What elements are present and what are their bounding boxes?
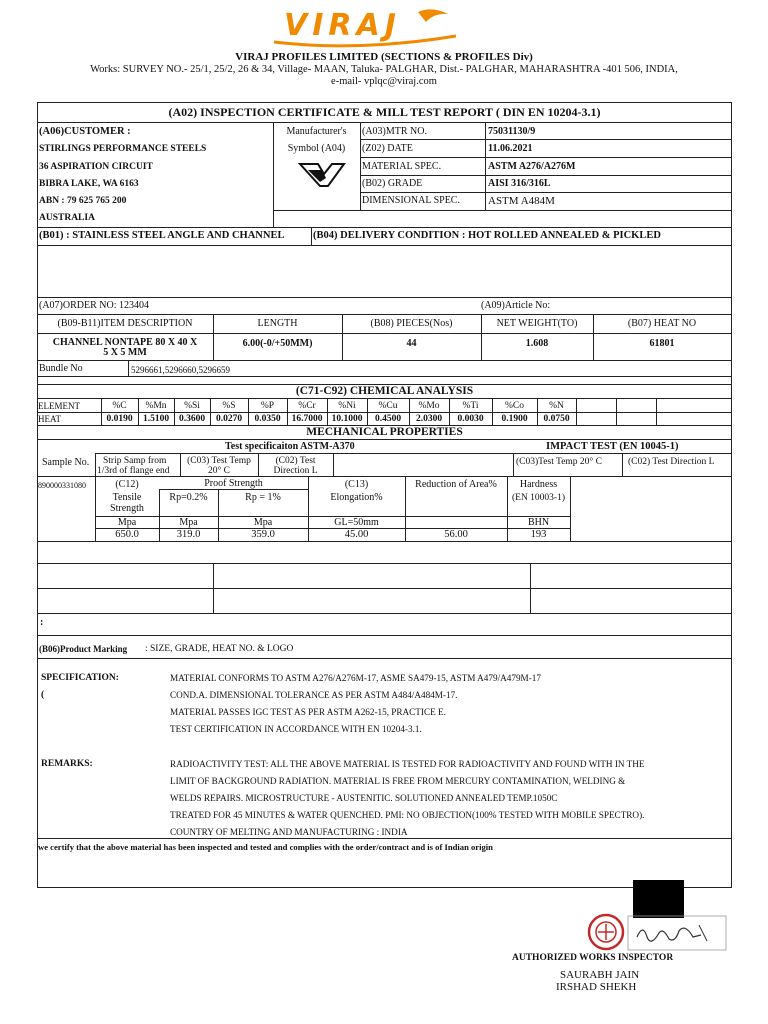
product-description: (B01) : STAINLESS STEEL ANGLE AND CHANNEL — [39, 230, 285, 241]
item-description-line1: CHANNEL NONTAPE 80 X 40 X — [52, 337, 198, 348]
chem-element-10: %Co — [505, 401, 524, 411]
chemical-analysis-title: (C71-C92) CHEMICAL ANALYSIS — [295, 385, 474, 397]
net-weight-header: NET WEIGHT(TO) — [496, 318, 578, 329]
tensile-line2: Strength — [110, 503, 144, 514]
heat-row-label: HEAT — [38, 414, 61, 424]
impact-test-temp: (C03)Test Temp 20° C — [516, 457, 602, 467]
remarks-line2: LIMIT OF BACKGROUND RADIATION. MATERIAL IS FREE FROM MERCURY CONTAMINATION, WELDING & — [170, 776, 626, 786]
product-marking-value: : SIZE, GRADE, HEAT NO. & LOGO — [145, 644, 294, 654]
article-number: (A09)Article No: — [481, 300, 551, 311]
item-length: 6.00(-0/+50MM) — [242, 338, 313, 349]
chem-element-8: %Mo — [418, 401, 440, 411]
remarks-line5: COUNTRY OF MELTING AND MANUFACTURING : INDIA — [170, 827, 408, 837]
grade-label: (B02) GRADE — [362, 178, 423, 189]
chem-element-11: %N — [549, 401, 564, 411]
item-description-header: (B09-B11)ITEM DESCRIPTION — [57, 318, 193, 329]
item-description-line2: 5 X 5 MM — [103, 347, 147, 358]
inspector-name-2: IRSHAD SHEKH — [556, 981, 637, 993]
chem-value-6: 10.1000 — [331, 414, 363, 424]
mtr-no-value: 75031130/9 — [488, 126, 536, 137]
chem-value-11: 0.0750 — [543, 414, 570, 424]
inspector-signature — [627, 915, 727, 951]
chem-element-3: %S — [222, 401, 236, 411]
unit-rp02: Mpa — [179, 517, 198, 528]
sample-number-value: 890000331080 — [38, 481, 86, 490]
heat-no-header: (B07) HEAT NO — [627, 318, 697, 329]
customer-address-line2: BIBRA LAKE, WA 6163 — [39, 179, 139, 189]
specification-line2: COND.A. DIMENSIONAL TOLERANCE AS PER ASTM A484/A484M-17. — [170, 690, 458, 700]
specification-line4: TEST CERTIFICATION IN ACCORDANCE WITH EN 10204-3.1. — [170, 724, 422, 734]
specification-line3: MATERIAL PASSES IGC TEST AS PER ASTM A262-15, PRACTICE E. — [170, 707, 446, 717]
unit-gauge-length: GL=50mm — [334, 517, 379, 528]
proof-strength-label: Proof Strength — [204, 478, 263, 489]
manufacturer-symbol-icon — [298, 160, 346, 190]
test-temp-line2: 20° C — [207, 466, 230, 476]
mtr-no-label: (A03)MTR NO. — [362, 126, 427, 137]
inspection-stamp-icon — [584, 912, 628, 952]
value-tensile: 650.0 — [115, 529, 139, 540]
delivery-condition: (B04) DELIVERY CONDITION : HOT ROLLED ANNEALED & PICKLED — [313, 230, 661, 241]
customer-name: STIRLINGS PERFORMANCE STEELS — [39, 144, 207, 154]
test-direction-line2: Direction L — [273, 466, 318, 476]
bundle-label: Bundle No — [39, 363, 83, 374]
chem-value-7: 0.4500 — [374, 414, 402, 424]
grade-value: AISI 316/316L — [488, 178, 551, 189]
company-name: VIRAJ PROFILES LIMITED (SECTIONS & PROFILES Div) — [235, 51, 533, 63]
value-hardness: 193 — [530, 529, 547, 540]
customer-abn: ABN : 79 625 765 200 — [39, 196, 127, 206]
product-marking-label: (B06)Product Marking — [39, 644, 128, 654]
email-line: e-mail- vplqc@viraj.com — [331, 76, 437, 87]
chem-value-10: 0.1900 — [501, 414, 528, 424]
unit-hardness: BHN — [527, 517, 550, 528]
order-number: (A07)ORDER NO: 123404 — [39, 300, 149, 311]
chem-element-2: %Si — [184, 401, 200, 411]
chem-element-1: %Mn — [145, 401, 167, 411]
specification-label: SPECIFICATION: — [41, 673, 119, 683]
test-temp-line1: (C03) Test Temp — [187, 456, 251, 466]
rp02-label: Rp=0.2% — [169, 492, 208, 503]
strip-sample-line2: 1/3rd of flange end — [97, 466, 170, 476]
certification-statement: we certify that the above material has been inspected and tested and complies with the order/contract and is of Indian origin — [38, 842, 493, 852]
customer-country: AUSTRALIA — [39, 213, 95, 223]
company-logo — [268, 6, 464, 52]
bundle-value: 5296661,5296660,5296659 — [131, 365, 230, 375]
chem-value-9: 0.0030 — [457, 414, 484, 424]
rp1-label: Rp = 1% — [245, 492, 281, 503]
date-label: (Z02) DATE — [362, 143, 413, 154]
date-value: 11.06.2021 — [488, 143, 533, 154]
specification-paren: ( — [41, 690, 45, 700]
redaction-block — [633, 880, 684, 918]
chem-value-1: 1.5100 — [142, 414, 170, 424]
c12-label: (C12) — [115, 479, 139, 490]
value-rp1: 359.0 — [251, 529, 275, 540]
material-spec-value: ASTM A276/A276M — [488, 161, 576, 172]
item-pieces: 44 — [406, 338, 417, 349]
dimensional-spec-value: ASTM A484M — [488, 195, 555, 207]
authorized-inspector-label: AUTHORIZED WORKS INSPECTOR — [512, 953, 674, 963]
manufacturer-label: Manufacturer's — [286, 126, 347, 137]
chem-value-2: 0.3600 — [178, 414, 206, 424]
certificate-title: (A02) INSPECTION CERTIFICATE & MILL TEST REPORT ( DIN EN 10204-3.1) — [168, 105, 601, 119]
customer-address-line1: 36 ASPIRATION CIRCUIT — [39, 162, 153, 172]
empty-row-colon: : — [40, 617, 44, 628]
chem-element-0: %C — [112, 401, 127, 411]
pieces-header: (B08) PIECES(Nos) — [370, 318, 453, 329]
logo-text: VIRAJ — [284, 8, 401, 43]
customer-label: (A06)CUSTOMER : — [39, 126, 131, 137]
value-rp02: 319.0 — [176, 529, 201, 540]
chem-value-4: 0.0350 — [254, 414, 281, 424]
tensile-line1: Tensile — [112, 492, 142, 503]
chem-element-6: %Ni — [338, 401, 356, 411]
chem-element-4: %P — [260, 401, 275, 411]
specification-line1: MATERIAL CONFORMS TO ASTM A276/A276M-17, ASME SA479-15, ASTM A479/A479M-17 — [170, 673, 541, 683]
test-specification: Test specificaiton ASTM-A370 — [225, 441, 355, 452]
dimensional-spec-label: DIMENSIONAL SPEC. — [362, 195, 460, 206]
hardness-standard: (EN 10003-1) — [511, 493, 566, 503]
chem-element-5: %Cr — [298, 401, 316, 411]
elongation-label: Elongation% — [330, 492, 383, 503]
chem-value-3: 0.0270 — [215, 414, 243, 424]
mechanical-properties-title: MECHANICAL PROPERTIES — [306, 426, 463, 438]
reduction-area-label: Reduction of Area% — [415, 479, 497, 490]
remarks-line4: TREATED FOR 45 MINUTES & WATER QUENCHED. PMI: NO OBJECTION(100% TESTED WITH MOBILE SPECTRO). — [170, 810, 645, 820]
unit-tensile: Mpa — [117, 517, 137, 528]
manufacturer-symbol-label: Symbol (A04) — [287, 143, 346, 154]
inspector-name-1: SAURABH JAIN — [560, 969, 640, 981]
remarks-label: REMARKS: — [41, 759, 93, 769]
chem-element-9: %Ti — [462, 401, 479, 411]
remarks-line1: RADIOACTIVITY TEST: ALL THE ABOVE MATERIAL IS TESTED FOR RADIOACTIVITY AND FOUND WITH IN THE — [170, 759, 645, 769]
item-net-weight: 1.608 — [525, 338, 549, 349]
element-row-label: ELEMENT — [38, 401, 80, 411]
remarks-line3: WELDS REPAIRS. MICROSTRUCTURE - AUSTENITIC. SOLUTIONED ANNEALED TEMP.1050C — [170, 793, 558, 803]
chem-value-0: 0.0190 — [106, 414, 133, 424]
test-direction-line1: (C02) Test — [275, 456, 316, 466]
value-reduction-area: 56.00 — [444, 529, 468, 540]
chem-value-8: 2.0300 — [415, 414, 443, 424]
strip-sample-line1: Strip Samp from — [103, 456, 167, 466]
chem-element-7: %Cu — [378, 401, 398, 411]
sample-no-label: Sample No. — [42, 457, 90, 468]
length-header: LENGTH — [257, 318, 298, 329]
impact-test-direction: (C02) Test Direction L — [628, 457, 715, 467]
impact-test-title: IMPACT TEST (EN 10045-1) — [546, 441, 679, 452]
hardness-label: Hardness — [519, 479, 558, 490]
value-elongation: 45.00 — [344, 529, 369, 540]
material-spec-label: MATERIAL SPEC. — [362, 161, 442, 172]
item-heat-no: 61801 — [649, 338, 675, 349]
chem-value-5: 16.7000 — [291, 414, 323, 424]
works-address: Works: SURVEY NO.- 25/1, 25/2, 26 & 34, Village- MAAN, Taluka- PALGHAR, Dist.- PALGHAR, MAHARASHTRA -401 506, INDIA, — [90, 64, 678, 75]
c13-label: (C13) — [344, 479, 369, 490]
unit-rp1: Mpa — [253, 517, 273, 528]
